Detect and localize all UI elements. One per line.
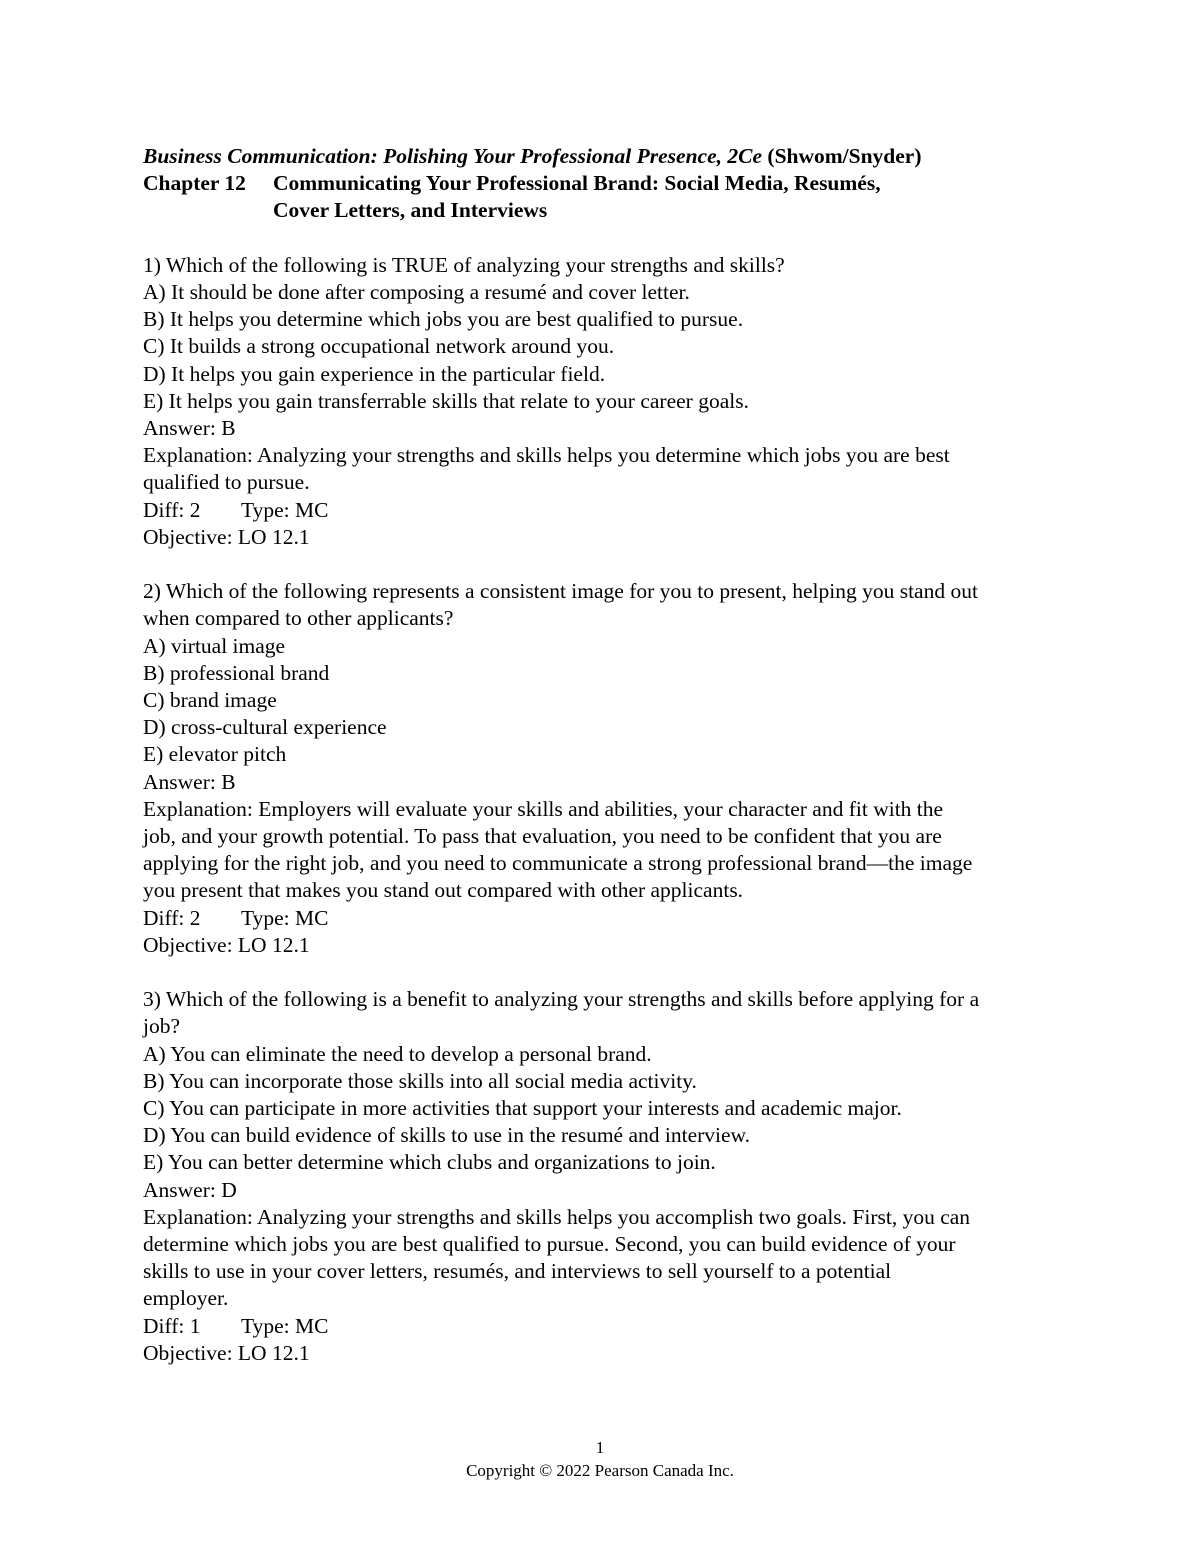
difficulty-type-row	[143, 905, 1063, 932]
chapter-title	[273, 170, 1063, 224]
answer-option-b: B) professional brand	[143, 660, 330, 685]
difficulty-type-row	[143, 497, 1063, 524]
difficulty: Diff: 2	[143, 905, 201, 930]
answer-option-a: A) It should be done after composing a resumé and cover letter.	[143, 280, 690, 304]
answer-option-c: C) It builds a strong occupational network around you.	[143, 334, 615, 359]
question-stem: 1) Which of the following is TRUE of analyzing your strengths and skills?	[143, 252, 785, 277]
explanation-line: employer.	[143, 1286, 229, 1311]
answer-option-a: A) virtual image	[143, 633, 286, 658]
explanation-line: applying for the right job, and you need to communicate a strong professional brand—the image	[143, 851, 973, 876]
book-title: Business Communication: Polishing Your Professional Presence, 2Ce	[143, 144, 763, 168]
explanation-line: Explanation: Employers will evaluate your skills and abilities, your character and fit with the	[143, 796, 944, 821]
answer-option-e: E) You can better determine which clubs and organizations to join.	[143, 1150, 716, 1175]
question-type: Type: MC	[241, 905, 329, 930]
answer-option-d: D) You can build evidence of skills to use in the resumé and interview.	[143, 1123, 751, 1148]
answer-option-e: E) elevator pitch	[143, 742, 287, 767]
explanation-line: skills to use in your cover letters, resumés, and interviews to sell yourself to a potential	[143, 1259, 892, 1284]
answer-option-d: D) cross-cultural experience	[143, 715, 387, 740]
learning-objective: Objective: LO 12.1	[143, 524, 310, 549]
learning-objective: Objective: LO 12.1	[143, 932, 310, 957]
explanation-line: Explanation: Analyzing your strengths and skills helps you determine which jobs you are best	[143, 443, 950, 468]
answer-key: Answer: B	[143, 769, 236, 794]
question-stem: 3) Which of the following is a benefit to analyzing your strengths and skills before applying for a	[143, 987, 980, 1012]
explanation-line: determine which jobs you are best qualified to pursue. Second, you can build evidence of your	[143, 1232, 956, 1257]
page-number: 1	[595, 1438, 605, 1457]
question-stem: job?	[143, 1014, 181, 1039]
question-3	[143, 986, 1063, 1367]
answer-option-c: C) brand image	[143, 688, 277, 713]
question-type: Type: MC	[241, 1313, 329, 1338]
book-authors: (Shwom/Snyder)	[767, 144, 922, 168]
copyright-notice: Copyright © 2022 Pearson Canada Inc.	[466, 1461, 734, 1480]
answer-option-a: A) You can eliminate the need to develop a personal brand.	[143, 1041, 652, 1066]
chapter-number: Chapter 12	[143, 171, 246, 196]
chapter-title-line-2: Cover Letters, and Interviews	[273, 198, 548, 223]
explanation-line: job, and your growth potential. To pass that evaluation, you need to be confident that you are	[143, 824, 942, 849]
page-content	[143, 143, 1063, 1367]
difficulty-type-row	[143, 1313, 1063, 1340]
answer-option-e: E) It helps you gain transferrable skills that relate to your career goals.	[143, 388, 749, 413]
document-header	[143, 143, 1063, 225]
answer-option-c: C) You can participate in more activities that support your interests and academic major.	[143, 1096, 902, 1121]
learning-objective: Objective: LO 12.1	[143, 1340, 310, 1365]
answer-option-d: D) It helps you gain experience in the particular field.	[143, 361, 606, 386]
chapter-title-line-1: Communicating Your Professional Brand: Social Media, Resumés,	[273, 171, 881, 196]
explanation-line: qualified to pursue.	[143, 470, 310, 495]
explanation-line: Explanation: Analyzing your strengths and skills helps you accomplish two goals. First, you can	[143, 1204, 971, 1229]
difficulty: Diff: 2	[143, 497, 201, 522]
explanation-line: you present that makes you stand out compared with other applicants.	[143, 878, 744, 903]
question-type: Type: MC	[241, 497, 329, 522]
question-stem: when compared to other applicants?	[143, 606, 454, 631]
difficulty: Diff: 1	[143, 1313, 201, 1338]
answer-key: Answer: B	[143, 416, 236, 441]
question-stem: 2) Which of the following represents a consistent image for you to present, helping you stand out	[143, 579, 978, 604]
answer-key: Answer: D	[143, 1177, 237, 1202]
answer-option-b: B) You can incorporate those skills into all social media activity.	[143, 1068, 697, 1093]
answer-option-b: B) It helps you determine which jobs you are best qualified to pursue.	[143, 307, 744, 332]
chapter-heading	[143, 170, 1063, 224]
book-title-line	[143, 143, 1063, 170]
question-2	[143, 578, 1063, 959]
question-1	[143, 252, 1063, 551]
